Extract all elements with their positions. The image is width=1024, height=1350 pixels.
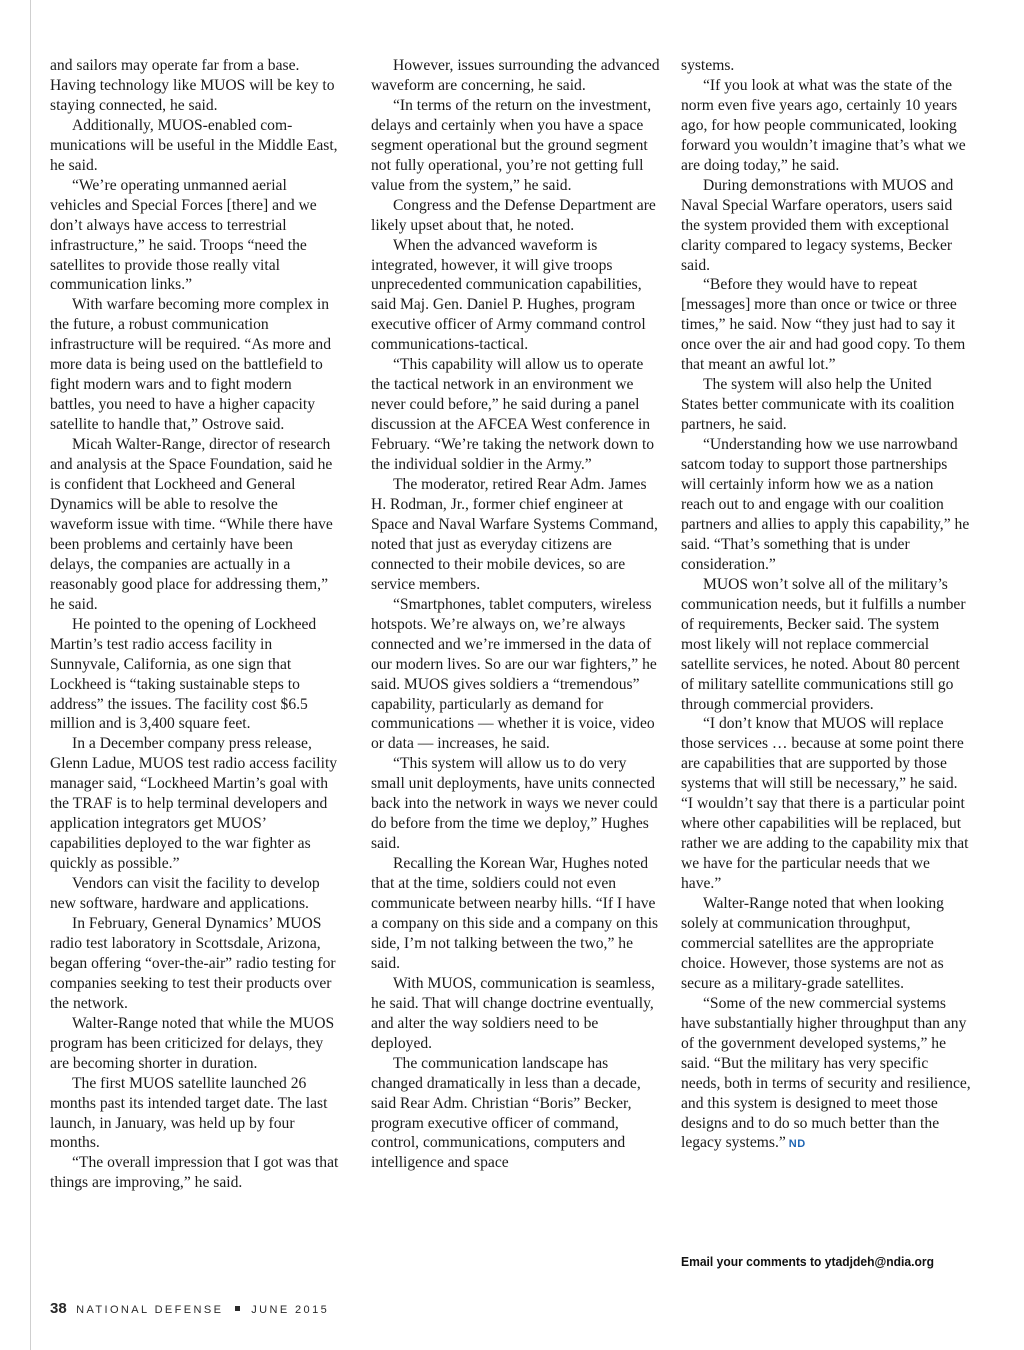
paragraph: “Smartphones, tablet computers, wireless hotspots. We’re always on, we’re always connected and we’re immersed in the data of our modern lives. So are our war fighters,” he said. MUOS gives soldiers a “tremendous” capability, particularly as demand for communications — whether it is voice, video or data — increases, he said.: [371, 595, 657, 753]
publication-name: NATIONAL DEFENSE: [76, 1304, 224, 1316]
page-number: 38: [50, 1300, 67, 1317]
page-footer: [50, 1300, 329, 1318]
paragraph: He pointed to the opening of Lockheed Martin’s test radio access facility in Sunnyvale, California, as one sign that Lockheed is “taking sustainable steps to address” the issues. The facility cost $6.5 million and is 3,400 square feet.: [50, 615, 317, 733]
paragraph: During demonstrations with MUOS and Naval Special Warfare operators, users said the system provided them with exceptional clarity compared to legacy systems, Becker said.: [681, 176, 954, 274]
paragraph: “If you look at what was the state of the norm even five years ago, certainly 10 years ago, for how people communicated, looking forward you wouldn’t imagine that’s what we are doing today,” he said.: [681, 76, 966, 174]
end-mark-logo: ND: [788, 1138, 806, 1151]
paragraph: Recalling the Korean War, Hughes noted that at the time, soldiers could not even communicate between nearby hills. “If I have a company on this side and a company on this side, I’m not talking between the two,” he said.: [371, 855, 659, 972]
paragraph: “The overall impression that I got was that things are improving,” he said.: [50, 1154, 339, 1192]
paragraph: “We’re operating unmanned aerial vehicles and Special Forces [there] and we don’t always have access to terrestrial infrastructure,” he said. Troops “need the satellites to provide those really vital communication links.”: [50, 176, 317, 294]
paragraph: With MUOS, communication is seamless, he said. That will change doctrine eventually, and alter the way soldiers need to be deployed.: [371, 974, 655, 1052]
paragraph: Walter-Range noted that when looking solely at communication throughput, commercial satellites are the appropriate choice. However, those systems are not as secure as a military-grade satellites.: [681, 895, 944, 992]
paragraph-text: “Some of the new commercial systems have substantially higher throughput than any of the government developed systems,” he said. “But the military has very specific needs, both in terms of security and resilience, and this system is designed to meet those designs and to do so much better than the legacy systems.”: [681, 994, 971, 1152]
paragraph: “This system will allow us to do very small unit deployments, have units connected back into the network in ways we never could do before from the time we deploy,” Hughes said.: [371, 755, 658, 853]
paragraph: systems.: [681, 57, 735, 74]
paragraph: MUOS won’t solve all of the military’s communication needs, but it fulfills a number of requirements, Becker said. The system most likely will not replace commercial satellite services, he noted. About 80 percent of military satellite communications still go through commercial providers.: [681, 575, 966, 713]
paragraph: In February, General Dynamics’ MUOS radio test laboratory in Scottsdale, Arizona, began offering “over-the-air” radio testing for companies seeking to test their products over the network.: [50, 914, 336, 1012]
paragraph: and sailors may operate far from a base. Having technology like MUOS will be key to staying connected, he said.: [50, 57, 335, 114]
paragraph: “Understanding how we use narrowband satcom today to support those partnerships will certainly inform how we as a nation reach out to and engage with our coalition partners and allies to apply this capability,” he said. “That’s something that is under consideration.”: [681, 436, 970, 573]
issue-date: JUNE 2015: [251, 1304, 330, 1316]
paragraph: “In terms of the return on the investment, delays and certainly when you have a space segment operational but the ground segment not fully operational, you’re not getting full value from the system,” he said.: [371, 96, 652, 194]
paragraph: “This capability will allow us to operate the tactical network in an environment we never could before,” he said during a panel discussion at the AFCEA West conference in February. “We’re taking the network down to the individual soldier in the Army.”: [371, 356, 655, 474]
paragraph: Additionally, MUOS-enabled communications will be useful in the Middle East, he said.: [50, 116, 338, 174]
email-comments-line: Email your comments to ytadjdeh@ndia.org: [681, 1254, 934, 1269]
paragraph: Walter-Range noted that while the MUOS program has been criticized for delays, they are becoming shorter in duration.: [50, 1014, 335, 1072]
margin-rule: [30, 0, 31, 1350]
paragraph: The system will also help the United States better communicate with its coalition partners, he said.: [681, 376, 955, 434]
article-column-2: [371, 56, 661, 1173]
paragraph: “Before they would have to repeat [messages] more than once or twice or three times,” he said. Now “they just had to say it once over the air and had good copy. To them that meant an awful lot.”: [681, 276, 966, 374]
paragraph: With warfare becoming more complex in the future, a robust communication infrastructure will be required. “As more and more data is being used on the battlefield to fight modern wars and to fight modern battles, you need to have a higher capacity satellite to handle that,” Ostrove said.: [50, 296, 332, 434]
article-column-1: [50, 56, 340, 1193]
paragraph: The first MUOS satellite launched 26 months past its intended target date. The last launch, in January, was held up by four months.: [50, 1074, 328, 1152]
square-separator-icon: [235, 1306, 240, 1311]
paragraph: However, issues surrounding the advanced waveform are concerning, he said.: [371, 57, 660, 94]
paragraph: “I don’t know that MUOS will replace those services … because at some point there are capabilities that are supported by those systems that will still be necessary,” he said. “I wouldn’t say that there is a particular point where other capabilities will be replaced, but rather we are adding to the capability mix that we have for the particular needs that we have.”: [681, 715, 969, 893]
paragraph: When the advanced waveform is integrated, however, it will give troops unprecedented communication capabilities, said Maj. Gen. Daniel P. Hughes, program executive officer of Army command control communications-tactical.: [371, 236, 646, 354]
paragraph: The moderator, retired Rear Adm. James H. Rodman, Jr., former chief engineer at Space and Naval Warfare Systems Command, noted that just as everyday citizens are connected to their mobile devices, so are service members.: [371, 476, 658, 593]
paragraph: Congress and the Defense Department are likely upset about that, he noted.: [371, 196, 656, 234]
paragraph: Micah Walter-Range, director of research and analysis at the Space Foundation, said he is confident that Lockheed and General Dynamics will be able to resolve the waveform issue with time. “While there have been problems and certainly have been delays, the companies are actually in a reasonably good place for addressing them,” he said.: [50, 436, 333, 613]
last-paragraph: [681, 994, 971, 1156]
article-column-3: [681, 56, 971, 1155]
paragraph: Vendors can visit the facility to develop new software, hardware and applications.: [50, 875, 320, 913]
paragraph: In a December company press release, Glenn Ladue, MUOS test radio access facility manager said, “Lockheed Martin’s goal with the TRAF is to help terminal developers and application integrators get MUOS’ capabilities deployed to the war fighter as quickly as possible.”: [50, 735, 338, 873]
paragraph: The communication landscape has changed dramatically in less than a decade, said Rear Adm. Christian “Boris” Becker, program executive officer of command, control, communications, computers and intelligence and space: [371, 1054, 641, 1172]
